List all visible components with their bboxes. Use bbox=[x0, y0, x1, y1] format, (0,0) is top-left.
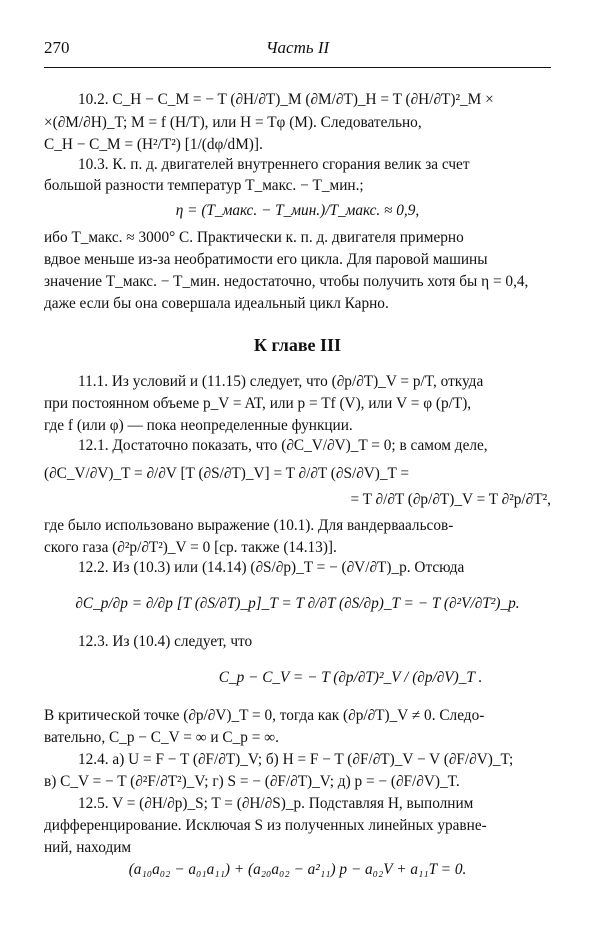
page-number: 270 bbox=[44, 38, 70, 57]
answer-12-4-line-2: в) C_V = − T (∂²F/∂T²)_V; г) S = − (∂F/∂T)_V; д) p = − (∂F/∂V)_T. bbox=[44, 773, 460, 790]
answer-11-1-line-1: 11.1. Из условий и (11.15) следует, что (∂p/∂T)_V = p/T, откуда bbox=[78, 373, 484, 390]
answer-10-3-line-2: большой разности температур T_макс. − T_мин.; bbox=[44, 177, 364, 194]
answer-12-1-line-1: 12.1. Достаточно показать, что (∂C_V/∂V)_T = 0; в самом деле, bbox=[78, 437, 488, 454]
running-title: Часть II bbox=[265, 38, 330, 57]
answer-12-1-equation-1: (∂C_V/∂V)_T = ∂/∂V [T (∂S/∂T)_V] = T ∂/∂T (∂S/∂V)_T = bbox=[44, 465, 410, 482]
answer-10-3-line-5: значение T_макс. − T_мин. недостаточно, чтобы получить хотя бы η = 0,4, bbox=[44, 273, 529, 290]
answer-12-2-equation: ∂C_p/∂p = ∂/∂p [T (∂S/∂T)_p]_T = T ∂/∂T (∂S/∂p)_T = − T (∂²V/∂T²)_p. bbox=[75, 595, 520, 612]
answer-12-1-equation-2: = T ∂/∂T (∂p/∂T)_V = T ∂²p/∂T², bbox=[350, 491, 551, 508]
equation-efficiency: η = (T_макс. − T_мин.)/T_макс. ≈ 0,9, bbox=[175, 202, 420, 219]
answer-12-4-line-1: 12.4. а) U = F − T (∂F/∂T)_V; б) H = F − T (∂F/∂T)_V − V (∂F/∂V)_T; bbox=[78, 751, 514, 768]
answer-11-1-line-2: при постоянном объеме p_V = AT, или p = Tf (V), или V = φ (p/T), bbox=[44, 395, 472, 412]
answer-12-5-line-3: ний, находим bbox=[44, 839, 132, 856]
answer-12-5-line-1: 12.5. V = (∂H/∂p)_S; T = (∂H/∂S)_p. Подставляя H, выполним bbox=[78, 795, 474, 812]
answer-11-1-line-3: где f (или φ) — пока неопределенные функции. bbox=[44, 417, 353, 434]
answer-12-3-line-3: вательно, C_p − C_V = ∞ и C_p = ∞. bbox=[44, 729, 279, 746]
answer-12-3-line-1: 12.3. Из (10.4) следует, что bbox=[78, 633, 253, 650]
answer-10-3-line-1: 10.3. К. п. д. двигателей внутреннего сгорания велик за счет bbox=[78, 156, 470, 173]
header-rule bbox=[44, 67, 551, 68]
answer-12-5-equation: (a₁₀a₀₂ − a₀₁a₁₁) + (a₂₀a₀₂ − a²₁₁) p − a₀₂V + a₁₁T = 0. bbox=[128, 861, 467, 878]
chapter-heading: К главе III bbox=[253, 335, 342, 355]
answer-12-1-line-3: ского газа (∂²p/∂T²)_V = 0 [ср. также (14.13)]. bbox=[44, 539, 337, 556]
answer-10-2-line-1: 10.2. C_H − C_M = − T (∂H/∂T)_M (∂M/∂T)_H = T (∂H/∂T)²_M × bbox=[78, 91, 494, 108]
answer-12-3-equation: C_p − C_V = − T (∂p/∂T)²_V / (∂p/∂V)_T . bbox=[218, 669, 483, 686]
answer-12-2-line-1: 12.2. Из (10.3) или (14.14) (∂S/∂p)_T = − (∂V/∂T)_p. Отсюда bbox=[78, 559, 465, 576]
answer-10-3-line-4: вдвое меньше из-за необратимости его цикла. Для паровой машины bbox=[44, 251, 488, 268]
answer-10-2-line-2: ×(∂M/∂H)_T; M = f (H/T), или H = Tφ (M). Следовательно, bbox=[44, 114, 422, 131]
answer-12-5-line-2: дифференцирование. Исключая S из полученных линейных уравне- bbox=[44, 817, 487, 834]
page-header bbox=[44, 38, 551, 60]
answer-12-1-line-2: где было использовано выражение (10.1). Для вандерваальсов- bbox=[44, 517, 454, 534]
answer-10-2-line-3: C_H − C_M = (H²/T²) [1/(dφ/dM)]. bbox=[44, 136, 263, 153]
answer-12-3-line-2: В критической точке (∂p/∂V)_T = 0, тогда как (∂p/∂T)_V ≠ 0. Следо- bbox=[44, 707, 485, 724]
answer-10-3-line-6: даже если бы она совершала идеальный цикл Карно. bbox=[44, 295, 389, 312]
answer-10-3-line-3: ибо T_макс. ≈ 3000° C. Практически к. п. д. двигателя примерно bbox=[44, 229, 464, 246]
